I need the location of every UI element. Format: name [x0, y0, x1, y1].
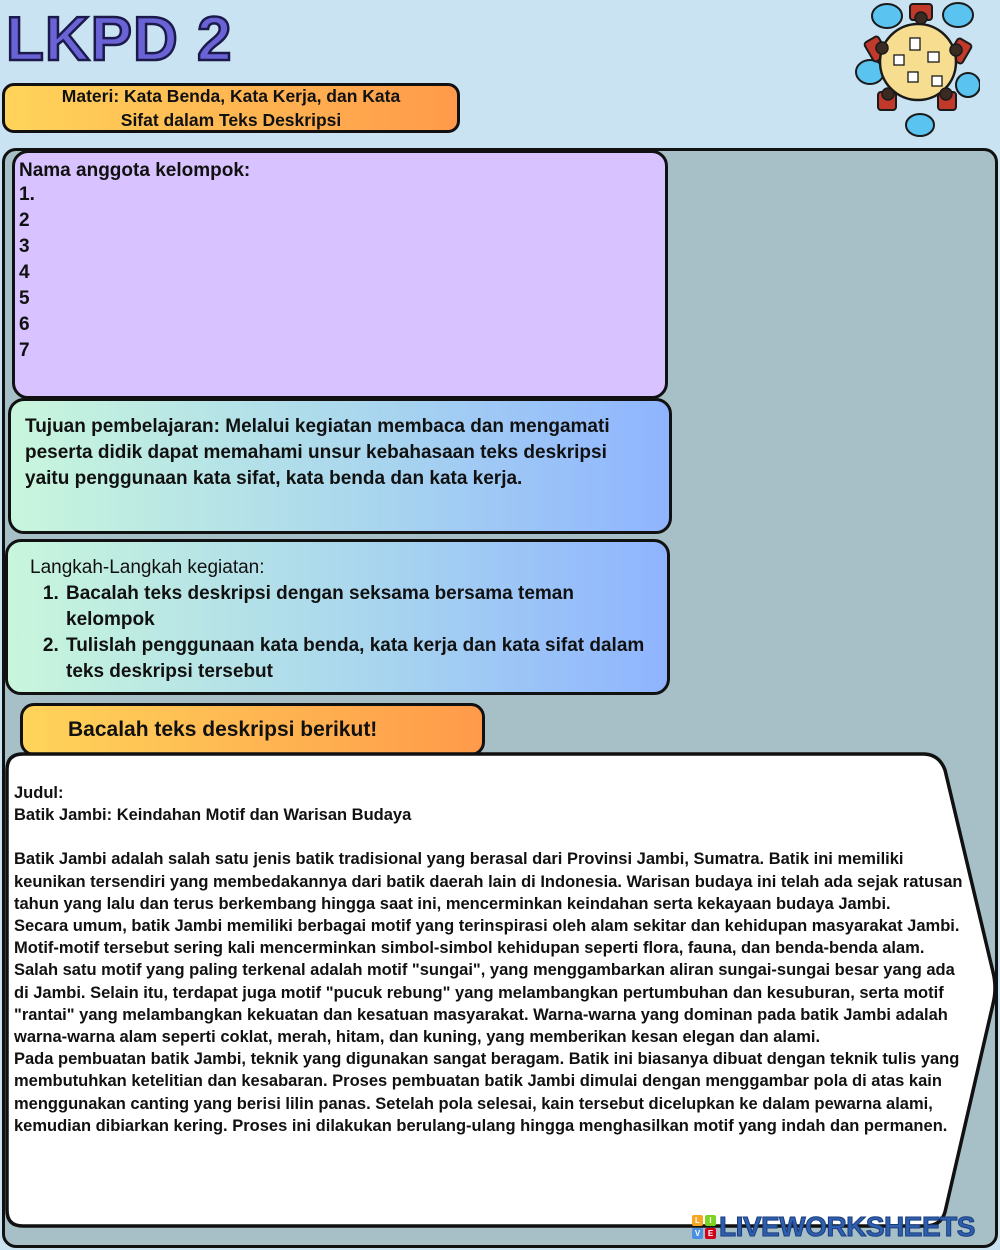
group-members-box — [12, 150, 668, 399]
reading-paragraph: Batik Jambi adalah salah satu jenis batik tradisional yang berasal dari Provinsi Jambi, Sumatra. Batik ini memiliki keunikan tersendiri yang membedakannya dari batik daerah lain di Indonesia. Warisan budaya ini telah ada sejak ratusan tahun yang lalu dan terus berkembang hingga saat ini, mencerminkan keindahan serta kekayaan budaya Jambi. — [14, 850, 963, 913]
member-row: 2 — [19, 210, 30, 231]
member-row: 6 — [19, 314, 30, 335]
member-row: 1. — [19, 184, 35, 205]
steps-list — [28, 581, 647, 685]
worksheet-title: LKPD 2 — [6, 5, 233, 74]
member-row: 7 — [19, 340, 30, 361]
reading-title-label: Judul: — [14, 784, 64, 802]
liveworksheets-watermark — [692, 1210, 992, 1244]
group-discussion-icon — [850, 0, 980, 140]
reading-content — [14, 782, 964, 1137]
member-row: 4 — [19, 262, 30, 283]
reading-title: Batik Jambi: Keindahan Motif dan Warisan Budaya — [14, 806, 412, 825]
reading-paragraph: Secara umum, batik Jambi memiliki berbagai motif yang terinspirasi oleh alam sekitar dan kehidupan masyarakat Jambi. Motif-motif tersebut sering kali mencerminkan simbol-simbol kehidupan seperti flora, fauna, dan benda-benda alam. Salah satu motif yang paling terkenal adalah motif "sungai", yang menggambarkan aliran sungai-sungai besar yang ada di Jambi. Selain itu, terdapat juga motif "pucuk rebung" yang melambangkan pertumbuhan dan kesuburan, serta motif "rantai" yang melambangkan kekuatan dan kesatuan masyarakat. Warna-warna yang dominan pada batik Jambi adalah warna-warna alam seperti coklat, merah, hitam, dan kuning, yang memberikan kesan elegan dan alami. — [14, 917, 960, 1047]
reading-paragraph: Pada pembuatan batik Jambi, teknik yang digunakan sangat beragam. Batik ini biasanya dibuat dengan teknik tulis yang membutuhkan ketelitian dan kesabaran. Proses pembuatan batik Jambi dimulai dengan menggambar pola di atas kain menggunakan canting yang berisi lilin panas. Setelah pola selesai, kain tersebut dicelupkan ke dalam pewarna alami, kemudian dibiarkan kering. Proses ini dilakukan berulang-ulang hingga menghasilkan motif yang indah dan permanen. — [14, 1050, 960, 1135]
blank-line — [14, 826, 964, 848]
steps-heading: Langkah-Langkah kegiatan: — [30, 557, 265, 578]
learning-objective-text: Tujuan pembelajaran: Melalui kegiatan membaca dan mengamati peserta didik dapat memahami unsur kebahasaan teks deskripsi yaitu penggunaan kata sifat, kata benda dan kata kerja. — [25, 416, 610, 489]
reading-text-box — [5, 752, 1000, 1230]
members-heading: Nama anggota kelompok: — [19, 160, 251, 181]
liveworksheets-logo-icon: L I V E — [692, 1215, 716, 1239]
activity-steps-box — [5, 539, 670, 695]
step-item: 2. Tulislah penggunaan kata benda, kata kerja dan kata sifat dalam teks deskripsi tersebut — [64, 633, 647, 685]
reading-instruction-banner — [20, 703, 485, 756]
learning-objective-box — [8, 398, 672, 534]
step-item: 1. Bacalah teks deskripsi dengan seksama bersama teman kelompok — [64, 581, 647, 633]
member-row: 3 — [19, 236, 30, 257]
watermark-text: LIVEWORKSHEETS — [719, 1211, 975, 1242]
materi-banner: Materi: Kata Benda, Kata Kerja, dan Kata Sifat dalam Teks Deskripsi — [2, 83, 460, 133]
reading-instruction-label: Bacalah teks deskripsi berikut! — [68, 717, 378, 741]
member-row: 5 — [19, 288, 30, 309]
